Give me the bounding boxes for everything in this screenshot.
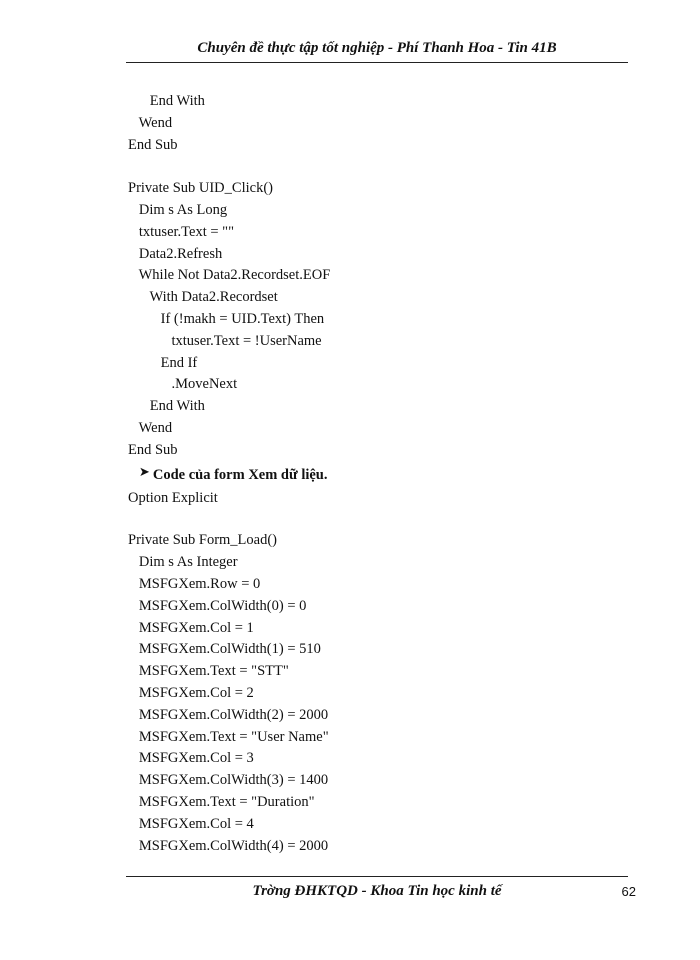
code-line: If (!makh = UID.Text) Then bbox=[128, 310, 325, 327]
code-line: End With bbox=[128, 398, 205, 415]
code-line: End Sub bbox=[128, 441, 178, 458]
arrowhead-bullet-icon: ➤ bbox=[138, 463, 150, 479]
code-line: Wend bbox=[128, 419, 173, 436]
page-footer-text: Trờng ĐHKTQD - Khoa Tin học kinh tế bbox=[252, 883, 502, 899]
code-line: Dim s As Long bbox=[128, 201, 228, 218]
code-line: MSFGXem.Text = "STT" bbox=[128, 663, 289, 680]
code-line: MSFGXem.ColWidth(0) = 0 bbox=[128, 597, 307, 614]
code-line: .MoveNext bbox=[128, 376, 238, 393]
code-line: End With bbox=[128, 93, 205, 109]
code-line: MSFGXem.Col = 2 bbox=[128, 684, 254, 701]
section-heading-text: Code của form Xem dữ liệu. bbox=[152, 466, 328, 483]
code-line: txtuser.Text = !UserName bbox=[128, 332, 322, 349]
footer-divider bbox=[126, 876, 628, 877]
code-line: MSFGXem.ColWidth(4) = 2000 bbox=[128, 837, 329, 854]
code-line: MSFGXem.ColWidth(3) = 1400 bbox=[128, 772, 329, 789]
code-line bbox=[128, 156, 628, 178]
code-line: txtuser.Text = "" bbox=[128, 223, 234, 240]
code-line: MSFGXem.Col = 1 bbox=[128, 619, 254, 636]
header-divider bbox=[126, 62, 628, 63]
code-line: End If bbox=[128, 354, 198, 371]
code-line: MSFGXem.Text = "User Name" bbox=[128, 728, 329, 745]
code-line: Dim s As Integer bbox=[128, 554, 238, 571]
code-line: End Sub bbox=[128, 136, 178, 153]
code-line: MSFGXem.ColWidth(1) = 510 bbox=[128, 641, 321, 658]
code-line: Private Sub UID_Click() bbox=[128, 180, 273, 197]
code-line: Wend bbox=[128, 114, 173, 131]
section-heading bbox=[128, 462, 628, 488]
code-line: Option Explicit bbox=[128, 489, 218, 506]
code-line: While Not Data2.Recordset.EOF bbox=[128, 267, 331, 284]
code-line: With Data2.Recordset bbox=[128, 289, 278, 306]
code-line: Private Sub Form_Load() bbox=[128, 532, 278, 549]
page-header-title: Chuyên đề thực tập tốt nghiệp - Phí Thanh Hoa - Tin 41B bbox=[197, 40, 557, 56]
code-line: MSFGXem.Text = "Duration" bbox=[128, 793, 315, 810]
code-line bbox=[128, 509, 628, 531]
code-line: MSFGXem.Col = 3 bbox=[128, 750, 254, 767]
document-body bbox=[128, 91, 628, 857]
code-line: MSFGXem.Row = 0 bbox=[128, 575, 261, 592]
code-line: MSFGXem.Col = 4 bbox=[128, 815, 254, 832]
page-number: 62 bbox=[621, 884, 636, 899]
code-line: MSFGXem.ColWidth(2) = 2000 bbox=[128, 706, 329, 723]
code-line: Data2.Refresh bbox=[128, 245, 223, 262]
